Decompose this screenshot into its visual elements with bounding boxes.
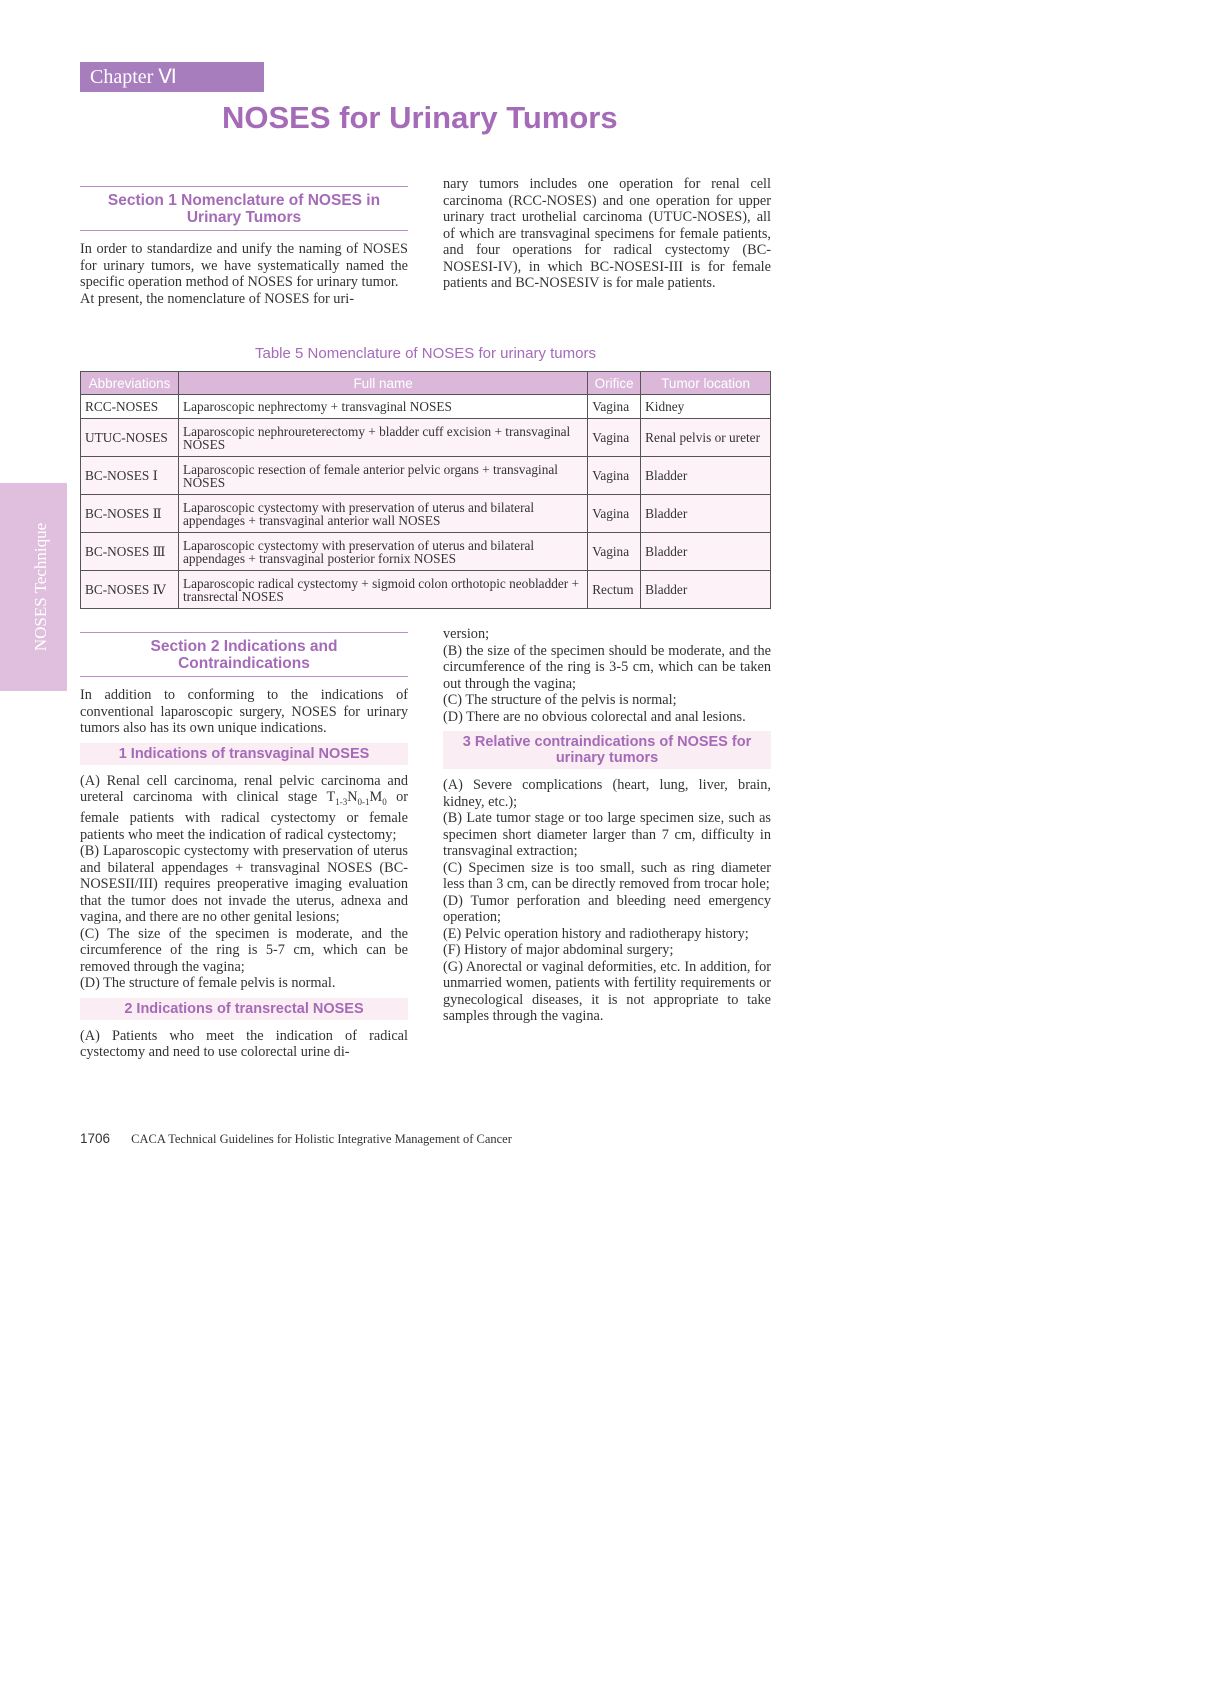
running-title: CACA Technical Guidelines for Holistic Integrative Management of Cancer — [131, 1132, 512, 1146]
table-header-cell: Full name — [178, 372, 587, 395]
table-cell: Kidney — [641, 395, 771, 419]
table-row — [81, 457, 771, 495]
section2-left-column — [80, 632, 408, 1061]
side-tab-label: NOSES Technique — [31, 522, 50, 652]
table-row — [81, 533, 771, 571]
section2-heading: Section 2 Indications and Contraindications — [80, 632, 408, 677]
table-header-cell: Orifice — [588, 372, 641, 395]
list-item: (B) the size of the specimen should be moderate, and the circumference of the ring is 3-5 cm, which can be taken out through the vagina; — [443, 642, 771, 692]
table-row — [81, 419, 771, 457]
list-item: version; — [443, 626, 490, 642]
list-item: (D) The structure of female pelvis is normal. — [80, 975, 336, 992]
list-item: (C) The structure of the pelvis is normal; — [443, 692, 677, 708]
table-cell: Bladder — [641, 533, 771, 571]
table-cell: Vagina — [588, 419, 641, 457]
list-item: (G) Anorectal or vaginal deformities, etc. In addition, for unmarried women, patients with fertility requirements or gynecological diseases, it is not appropriate to take samples through the vagina. — [443, 958, 771, 1024]
list-item: (A) Severe complications (heart, lung, liver, brain, kidney, etc.); — [443, 777, 771, 810]
subsection3-heading: 3 Relative contraindications of NOSES for urinary tumors — [443, 731, 771, 769]
table-cell: Vagina — [588, 495, 641, 533]
nomenclature-table — [80, 371, 771, 609]
section1-heading: Section 1 Nomenclature of NOSES in Urinary Tumors — [80, 186, 408, 231]
section1-right-column — [443, 176, 771, 292]
list-item: (B) Laparoscopic cystectomy with preservation of uterus and bilateral appendages + transvaginal NOSES (BC-NOSESII/III) requires preoperative imaging evaluation that the tumor does not invade the uterus, adnexa and vagina, and there are no other genital lesions; — [80, 843, 408, 926]
table-row — [81, 495, 771, 533]
subsection1-heading: 1 Indications of transvaginal NOSES — [80, 743, 408, 765]
section1-paragraph: nary tumors includes one operation for renal cell carcinoma (RCC-NOSES) and one operation for upper urinary tract urothelial carcinoma (UTUC-NOSES), all of which are transvaginal specimens for female patients, and four operations for radical cystectomy (BC-NOSESI-IV), in which BC-NOSESI-III is for female patients and BC-NOSESIV is for male patients. — [443, 176, 771, 291]
table-cell: Laparoscopic radical cystectomy + sigmoid colon orthotopic neobladder + transrectal NOSES — [178, 571, 587, 609]
section1-left-column — [80, 186, 408, 307]
table-header-cell: Abbreviations — [81, 372, 179, 395]
subsection2-heading: 2 Indications of transrectal NOSES — [80, 998, 408, 1020]
table-cell: BC-NOSES Ⅰ — [81, 457, 179, 495]
table-cell: UTUC-NOSES — [81, 419, 179, 457]
table-cell: Vagina — [588, 395, 641, 419]
table-cell: Laparoscopic cystectomy with preservation of uterus and bilateral appendages + transvaginal anterior wall NOSES — [178, 495, 587, 533]
chapter-title: NOSES for Urinary Tumors — [222, 100, 618, 135]
list-item: (C) The size of the specimen is moderate, and the circumference of the ring is 5-7 cm, which can be removed through the vagina; — [80, 925, 408, 975]
table-cell: Laparoscopic resection of female anterior pelvic organs + transvaginal NOSES — [178, 457, 587, 495]
page-number: 1706 — [80, 1131, 111, 1146]
table-cell: BC-NOSES Ⅲ — [81, 533, 179, 571]
chapter-label: Chapter Ⅵ — [80, 62, 264, 92]
table-header-cell: Tumor location — [641, 372, 771, 395]
table-cell: BC-NOSES Ⅱ — [81, 495, 179, 533]
list-item: (D) Tumor perforation and bleeding need emergency operation; — [443, 892, 771, 925]
table-caption: Table 5 Nomenclature of NOSES for urinary tumors — [255, 345, 596, 362]
list-item: (F) History of major abdominal surgery; — [443, 942, 674, 958]
table-header-row — [81, 372, 771, 395]
table-cell: Vagina — [588, 457, 641, 495]
table-cell: Vagina — [588, 533, 641, 571]
section1-paragraph: At present, the nomenclature of NOSES for uri- — [80, 290, 354, 307]
table-cell: Bladder — [641, 495, 771, 533]
table-cell: Rectum — [588, 571, 641, 609]
table-cell: RCC-NOSES — [81, 395, 179, 419]
section2-intro: In addition to conforming to the indications of conventional laparoscopic surgery, NOSES for urinary tumors also has its own unique indications. — [80, 687, 408, 736]
table-cell: Laparoscopic cystectomy with preservation of uterus and bilateral appendages + transvaginal posterior fornix NOSES — [178, 533, 587, 571]
table-cell: Laparoscopic nephrectomy + transvaginal NOSES — [178, 395, 587, 419]
list-item: (A) Renal cell carcinoma, renal pelvic carcinoma and ureteral carcinoma with clinical stage $T_{1-3}N_{0-1}M_0$ or female patients with radical cystectomy or female patients who meet the indication of radical cystectomy; — [80, 772, 408, 843]
table-cell: BC-NOSES Ⅳ — [81, 571, 179, 609]
list-item: (E) Pelvic operation history and radiotherapy history; — [443, 925, 749, 942]
list-item: (C) Specimen size is too small, such as ring diameter less than 3 cm, can be directly removed from trocar hole; — [443, 859, 771, 892]
table-row — [81, 395, 771, 419]
list-item: (B) Late tumor stage or too large specimen size, such as specimen short diameter larger than 7 cm, difficulty in transvaginal extraction; — [443, 810, 771, 859]
table-cell: Bladder — [641, 457, 771, 495]
table-cell: Bladder — [641, 571, 771, 609]
list-item: (A) Patients who meet the indication of radical cystectomy and need to use colorectal urine di- — [80, 1027, 408, 1061]
table-cell: Laparoscopic nephroureterectomy + bladder cuff excision + transvaginal NOSES — [178, 419, 587, 457]
table-row — [81, 571, 771, 609]
list-item: (D) There are no obvious colorectal and anal lesions. — [443, 708, 746, 725]
page-footer — [80, 1131, 512, 1147]
section2-right-column — [443, 626, 771, 1025]
section1-paragraph: In order to standardize and unify the naming of NOSES for urinary tumors, we have systematically named the specific operation method of NOSES for urinary tumor. — [80, 241, 408, 290]
table-cell: Renal pelvis or ureter — [641, 419, 771, 457]
